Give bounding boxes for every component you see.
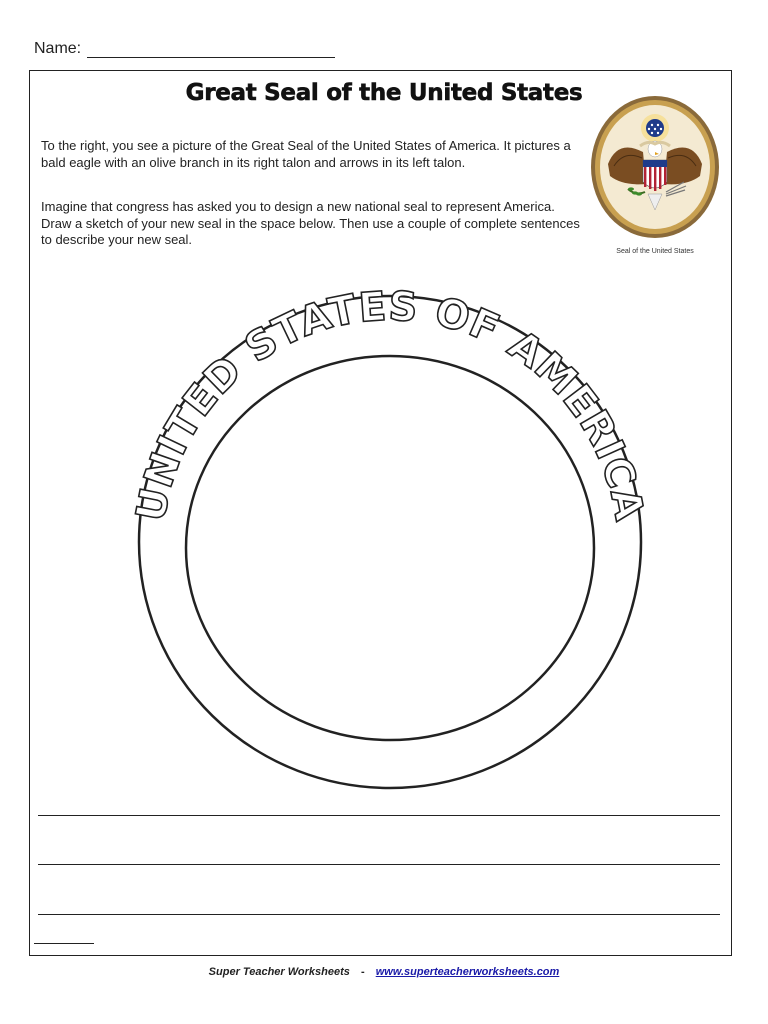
seal-ring-inner xyxy=(186,356,594,740)
footer-link[interactable]: www.superteacherworksheets.com xyxy=(375,966,560,978)
footer-brand: Super Teacher Worksheets xyxy=(208,966,350,978)
seal-caption: Seal of the United States xyxy=(616,248,694,255)
footer xyxy=(0,966,768,978)
name-field-row xyxy=(34,40,335,58)
writing-line-1[interactable] xyxy=(38,815,720,816)
name-label: Name: xyxy=(34,40,82,57)
intro-paragraph: To the right, you see a picture of the Great Seal of the United States of America. It pictures a bald eagle with an olive branch in its right talon and arrows in its left talon. xyxy=(41,138,571,170)
name-input-line[interactable] xyxy=(87,41,335,58)
writing-line-2[interactable] xyxy=(38,864,720,865)
instructions-paragraph: Imagine that congress has asked you to design a new national seal to represent America. Draw a sketch of your new seal in the space below. Then use a couple of complete sentences to describe your new seal. xyxy=(41,199,580,247)
worksheet-title: Great Seal of the United States xyxy=(185,80,583,106)
great-seal-image xyxy=(588,94,722,240)
writing-line-4[interactable] xyxy=(34,943,94,944)
footer-separator: - xyxy=(360,966,365,978)
writing-line-3[interactable] xyxy=(38,914,720,915)
seal-ring-text: UNITED STATES OF AMERICA xyxy=(127,283,653,525)
seal-drawing-area[interactable] xyxy=(120,262,660,802)
